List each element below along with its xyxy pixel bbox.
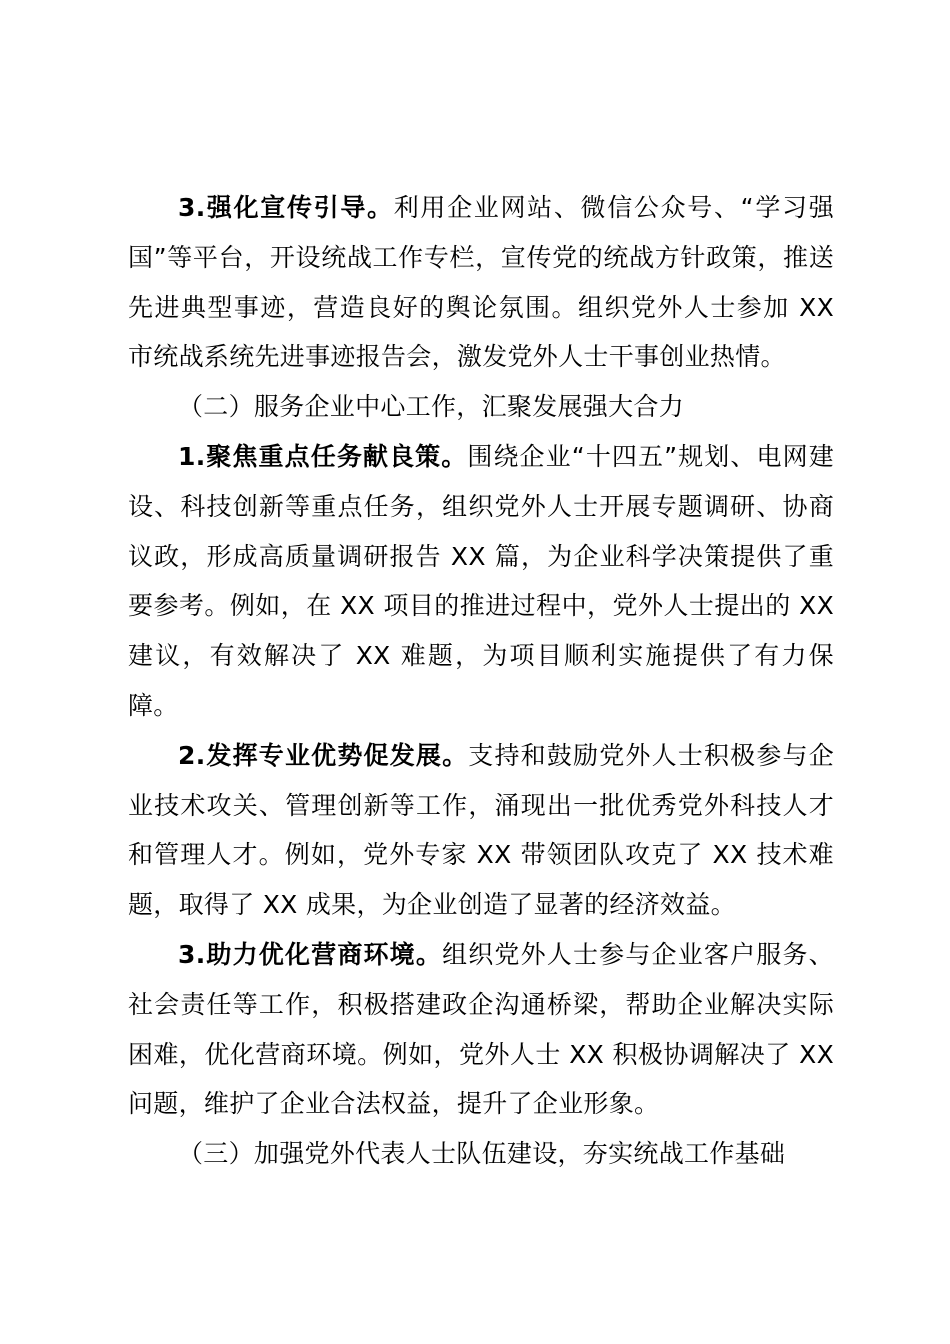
paragraph-text: 支持和鼓励党外人士积极参与企业技术攻关、管理创新等工作，涌现出一批优秀党外科技人才和管理人才。例如，党外专家 XX 带领团队攻克了 XX 技术难题，取得了 XX 成果，为企业创造了显著的经济效益。 [128, 740, 835, 920]
document-body [128, 183, 834, 1179]
paragraph-text: 组织党外人士参与企业客户服务、社会责任等工作，积极搭建政企沟通桥梁，帮助企业解决实际困难，优化营商环境。例如，党外人士 XX 积极协调解决了 XX 问题，维护了企业合法权益，提升了企业形象。 [128, 939, 834, 1119]
paragraph-key-tasks [128, 432, 834, 731]
paragraph-publicity-guidance [128, 183, 834, 382]
paragraph-lead: 3.强化宣传引导。 [178, 193, 394, 222]
section-heading-text: （三）加强党外代表人士队伍建设，夯实统战工作基础 [178, 1139, 786, 1169]
paragraph-lead: 1.聚焦重点任务献良策。 [178, 441, 468, 471]
section-heading-text: （二）服务企业中心工作，汇聚发展强大合力 [178, 392, 685, 422]
paragraph-text: 围绕企业“十四五”规划、电网建设、科技创新等重点任务，组织党外人士开展专题调研、协商议政，形成高质量调研报告 XX 篇，为企业科学决策提供了重要参考。例如，在 XX 项目的推进过程中，党外人士提出的 XX 建议，有效解决了 XX 难题，为项目顺利实施提供了有力保障。 [128, 441, 835, 720]
paragraph-lead: 3.助力优化营商环境。 [178, 939, 443, 969]
section-heading-2 [128, 382, 834, 432]
paragraph-text: 利用企业网站、微信公众号、“学习强国”等平台，开设统战工作专栏，宣传党的统战方针政策，推送先进典型事迹，营造良好的舆论氛围。组织党外人士参加 XX 市统战系统先进事迹报告会，激发党外人士干事创业热情。 [128, 193, 835, 372]
paragraph-business-environment [128, 930, 834, 1129]
section-heading-3 [128, 1129, 834, 1179]
paragraph-lead: 2.发挥专业优势促发展。 [178, 740, 469, 770]
paragraph-professional-advantage [128, 731, 834, 930]
